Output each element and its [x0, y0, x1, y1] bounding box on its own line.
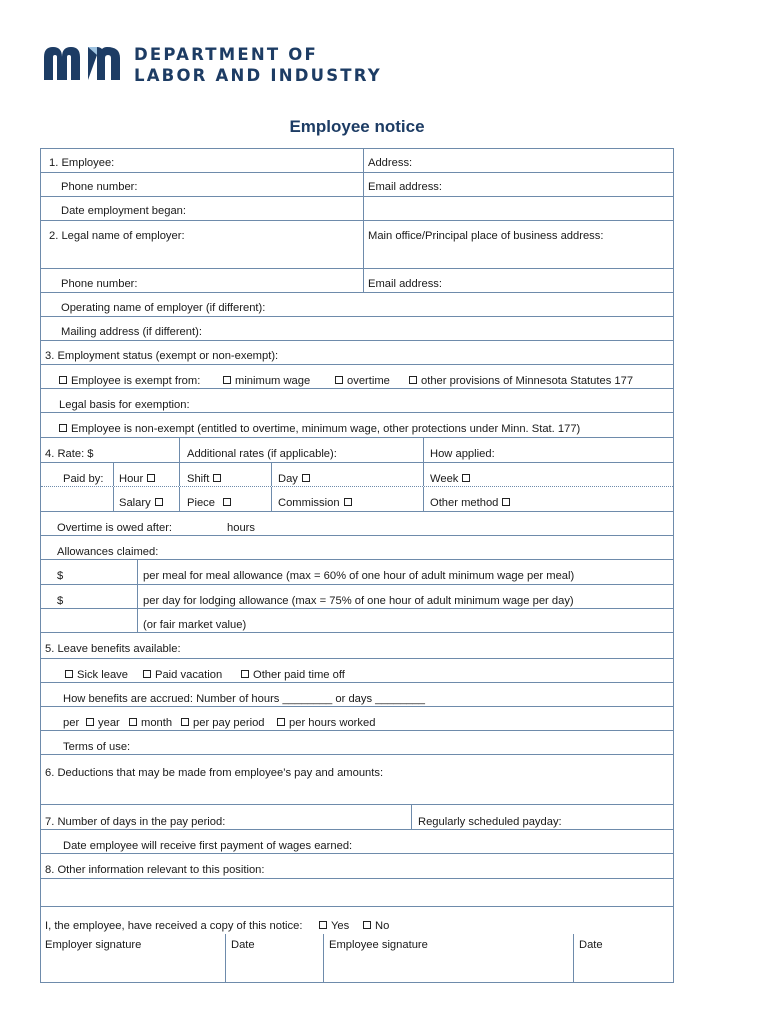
meal-dollar-label: $ [57, 570, 64, 582]
other-paid-label: Other paid time off [253, 669, 345, 681]
paid-by-label: Paid by: [63, 473, 104, 485]
signature-row [41, 934, 673, 983]
other-method-option [430, 496, 510, 510]
main-office-label: Main office/Principal place of business address: [368, 230, 604, 242]
piece-label: Piece [187, 497, 215, 509]
terms-label: Terms of use: [63, 741, 131, 753]
month-option [129, 716, 172, 730]
employee-notice-form [40, 148, 674, 983]
other-provisions-checkbox[interactable] [409, 376, 417, 384]
employee-email-label: Email address: [368, 181, 442, 193]
non-exempt-label: Employee is non-exempt (entitled to overtime, minimum wage, other protections under Minn. Stat. 177) [71, 423, 581, 435]
employee-date-label: Date [579, 939, 603, 951]
row-leave-types [41, 659, 673, 683]
month-label: month [141, 717, 173, 729]
no-option [363, 919, 389, 933]
row-first-payment [41, 830, 673, 854]
row-deductions [41, 755, 673, 805]
per-pay-period-label: per pay period [193, 717, 265, 729]
row-lodging-allowance [41, 585, 673, 609]
day-checkbox[interactable] [302, 474, 310, 482]
commission-option [278, 496, 352, 510]
hour-option [119, 472, 155, 486]
row-pay-period [41, 805, 673, 830]
row-mailing [41, 317, 673, 341]
day-label: Day [278, 473, 298, 485]
yes-checkbox[interactable] [319, 921, 327, 929]
employer-date-label: Date [231, 939, 255, 951]
other-paid-option [241, 668, 345, 682]
row-paid-by-2 [41, 487, 673, 512]
year-option [86, 716, 120, 730]
row-allowances [41, 536, 673, 560]
hour-label: Hour [119, 473, 144, 485]
non-exempt-checkbox[interactable] [59, 424, 67, 432]
hour-checkbox[interactable] [147, 474, 155, 482]
commission-checkbox[interactable] [344, 498, 352, 506]
row-meal-allowance [41, 560, 673, 585]
leave-benefits-label: 5. Leave benefits available: [45, 643, 181, 655]
paid-vacation-option [143, 668, 222, 682]
paid-vacation-checkbox[interactable] [143, 670, 151, 678]
yes-option [319, 919, 349, 933]
shift-checkbox[interactable] [213, 474, 221, 482]
employment-status-label: 3. Employment status (exempt or non-exempt): [45, 350, 279, 362]
row-other-info [41, 854, 673, 879]
exempt-checkbox[interactable] [59, 376, 67, 384]
per-hours-worked-checkbox[interactable] [277, 718, 285, 726]
employee-phone-label: Phone number: [61, 181, 138, 193]
week-option [430, 472, 470, 486]
department-name [134, 44, 382, 86]
row-employment-status [41, 341, 673, 365]
employer-signature-label: Employer signature [45, 939, 142, 951]
row-leave-benefits [41, 633, 673, 659]
page-title: Employee notice [289, 117, 425, 136]
row-paid-by-1 [41, 463, 673, 487]
address-label: Address: [368, 157, 413, 169]
overtime-label: overtime [347, 375, 390, 387]
week-checkbox[interactable] [462, 474, 470, 482]
per-hours-worked-option [277, 716, 375, 730]
overtime-option [335, 374, 390, 388]
row-rate [41, 438, 673, 463]
other-method-checkbox[interactable] [502, 498, 510, 506]
per-pay-period-checkbox[interactable] [181, 718, 189, 726]
first-payment-label: Date employee will receive first payment of wages earned: [63, 840, 353, 852]
shift-label: Shift [187, 473, 210, 485]
legal-name-label: 2. Legal name of employer: [49, 230, 185, 242]
no-checkbox[interactable] [363, 921, 371, 929]
min-wage-option [223, 374, 310, 388]
yes-label: Yes [331, 920, 350, 932]
row-acknowledgement [41, 907, 673, 983]
employee-label: 1. Employee: [49, 157, 115, 169]
row-legal-basis [41, 389, 673, 413]
lodging-dollar-label: $ [57, 595, 64, 607]
other-paid-checkbox[interactable] [241, 670, 249, 678]
dept-line-1: DEPARTMENT OF [134, 45, 318, 64]
per-pay-period-option [181, 716, 265, 730]
shift-option [187, 472, 221, 486]
how-applied-label: How applied: [430, 448, 495, 460]
per-label: per [63, 717, 80, 729]
other-info-label: 8. Other information relevant to this position: [45, 864, 265, 876]
row-other-info-blank [41, 879, 673, 907]
paid-vacation-label: Paid vacation [155, 669, 223, 681]
no-label: No [375, 920, 390, 932]
days-pay-period-label: 7. Number of days in the pay period: [45, 816, 226, 828]
day-option [278, 472, 310, 486]
row-fair-market [41, 609, 673, 633]
row-accrual [41, 683, 673, 707]
employer-phone-label: Phone number: [61, 278, 138, 290]
salary-label: Salary [119, 497, 151, 509]
sick-leave-label: Sick leave [77, 669, 128, 681]
row-overtime-after [41, 512, 673, 536]
week-label: Week [430, 473, 459, 485]
overtime-checkbox[interactable] [335, 376, 343, 384]
acknowledgement-label: I, the employee, have received a copy of this notice: [45, 920, 303, 932]
min-wage-checkbox[interactable] [223, 376, 231, 384]
dept-line-2: LABOR AND INDUSTRY [134, 66, 382, 85]
per-hours-worked-label: per hours worked [289, 717, 376, 729]
employer-email-label: Email address: [368, 278, 442, 290]
other-provisions-label: other provisions of Minnesota Statutes 177 [421, 375, 634, 387]
other-provisions-option [409, 374, 633, 388]
row-non-exempt [41, 413, 673, 438]
row-employer-phone [41, 269, 673, 293]
exempt-option [59, 374, 200, 388]
hours-label: hours [227, 522, 255, 534]
deductions-label: 6. Deductions that may be made from employee’s pay and amounts: [45, 767, 384, 779]
salary-checkbox[interactable] [155, 498, 163, 506]
row-accrual-period [41, 707, 673, 731]
rate-label: 4. Rate: $ [45, 448, 94, 460]
sick-leave-checkbox[interactable] [65, 670, 73, 678]
mn-logo-icon [44, 44, 126, 80]
fair-market-label: (or fair market value) [143, 619, 247, 631]
exempt-label: Employee is exempt from: [71, 375, 201, 387]
piece-checkbox[interactable] [223, 498, 231, 506]
meal-allowance-label: per meal for meal allowance (max = 60% of one hour of adult minimum wage per meal) [143, 570, 575, 582]
piece-option [187, 496, 231, 510]
year-label: year [98, 717, 120, 729]
lodging-allowance-label: per day for lodging allowance (max = 75% of one hour of adult minimum wage per day) [143, 595, 574, 607]
row-employee-phone [41, 173, 673, 197]
non-exempt-option [59, 422, 580, 436]
row-terms [41, 731, 673, 755]
mailing-label: Mailing address (if different): [61, 326, 202, 338]
commission-label: Commission [278, 497, 340, 509]
overtime-after-label: Overtime is owed after: [57, 522, 173, 534]
row-operating-name [41, 293, 673, 317]
year-checkbox[interactable] [86, 718, 94, 726]
month-checkbox[interactable] [129, 718, 137, 726]
payday-label: Regularly scheduled payday: [418, 816, 562, 828]
allowances-label: Allowances claimed: [57, 546, 159, 558]
date-began-label: Date employment began: [61, 205, 187, 217]
row-employee [41, 149, 673, 173]
accrual-label: How benefits are accrued: Number of hours ________ or days ________ [63, 693, 425, 705]
salary-option [119, 496, 163, 510]
row-date-began [41, 197, 673, 221]
row-employer-name [41, 221, 673, 269]
other-method-label: Other method [430, 497, 499, 509]
employee-signature-label: Employee signature [329, 939, 428, 951]
operating-name-label: Operating name of employer (if different): [61, 302, 266, 314]
additional-rates-label: Additional rates (if applicable): [187, 448, 337, 460]
row-exempt [41, 365, 673, 389]
legal-basis-label: Legal basis for exemption: [59, 399, 190, 411]
min-wage-label: minimum wage [235, 375, 311, 387]
sick-leave-option [65, 668, 128, 682]
